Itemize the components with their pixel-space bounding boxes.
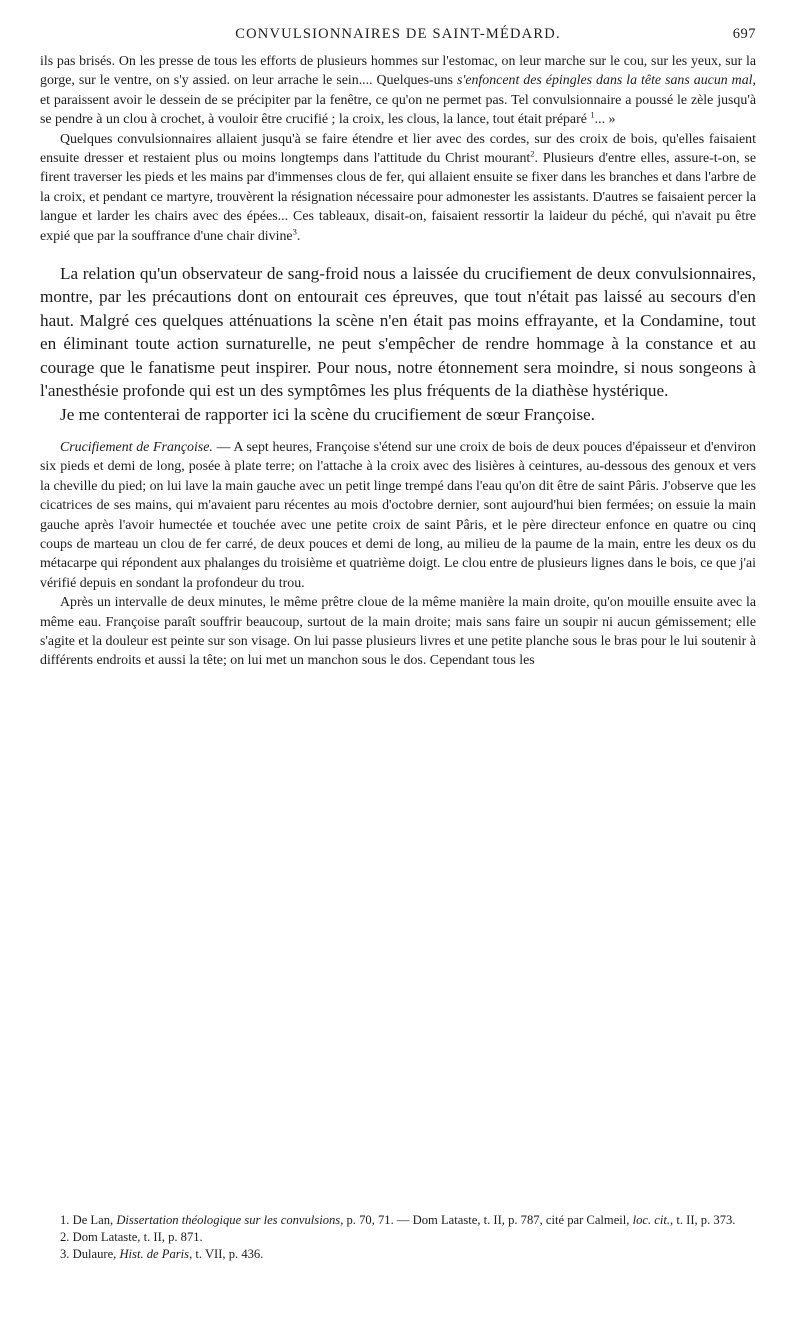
text-run: — A sept heures, Françoise s'étend sur une croix de bois de deux pouces d'épaisseur et d'environ six pieds et demi de long, posée à plate terre; on l'attache à la croix avec des lisières à ceintures, au-dessous des genoux et vers la cheville du pied; on lui lave la main gauche avec un petit linge trempé dans l'eau qu'on dit être de saint Pâris. J'observe que les cicatrices de ses mains, qui m'avaient paru récentes au mois d'octobre dernier, sont aujourd'hui bien fermées; on essuie la main gauche après l'avoir humectée et touchée avec une petite croix de saint Pâris, et le père directeur enfonce en quatre ou cinq coups de marteau un clou de fer carré, de deux pouces et demi de long, au milieu de la paume de la main, entre les deux os du métacarpe qui répondent aux phalanges du troisième et quatrième doigt. Le clou entre de plusieurs lignes dans le bois, ce que j'ai vérifié depuis en sondant la profondeur du trou. <box>40 439 756 591</box>
citation-abbrev: loc. cit. <box>632 1213 671 1227</box>
paragraph-relation: La relation qu'un observateur de sang-froid nous a laissée du crucifiement de deux convulsionnaires, montre, par les précautions dont on entourait ces épreuves, que tout n'était pas laissé au secours d'en haut. Malgré ces quelques atténuations la scène n'en était pas moins effrayante, et la Condamine, tout en éliminant toute action surnaturelle, ne peut s'empêcher de rendre hommage à la constance et au courage que le fanatisme peut inspirer. Pour nous, notre étonnement sera moindre, si nous songeons à l'anesthésie profonde qui est un des symptômes les plus fréquents de la diathèse hystérique. <box>40 264 756 401</box>
text-run: , et paraissent avoir le dessein de se précipiter par la fenêtre, ce qu'on ne permet pas. Tel convulsionnaire a poussé le zèle jusqu'à se pendre à un clou à crochet, à vouloir être crucifié ; la croix, les clous, la lance, tout était préparé <box>40 73 757 128</box>
text-run: . <box>296 228 301 244</box>
text-run: , t. VII, p. 436. <box>189 1247 264 1262</box>
text-run: , p. 70, 71. — Dom Lataste, t. II, p. 787, cité par Calmeil, <box>340 1213 633 1227</box>
citation-title: Hist. de Paris <box>119 1247 190 1262</box>
quotation-block <box>40 52 756 246</box>
paragraph-right-hand: Après un intervalle de deux minutes, le même prêtre cloue de la même manière la main droite, qu'on mouille ensuite avec la même eau. Françoise paraît souffrir beaucoup, surtout de la main droite; mais sans faire un soupir ni aucun gémissement; elle s'agite et la douleur est peinte sur son visage. On lui passe plusieurs livres et une petite planche sous le bras pour le lui soutenir à différents endroits et aussi la tête; on lui met un manchon sous le dos. Cependant tous les <box>40 595 756 669</box>
text-run: ... » <box>594 112 616 128</box>
footnotes <box>40 1212 756 1264</box>
text-run: 1. De Lan, <box>60 1213 117 1227</box>
account-block <box>40 438 756 671</box>
paragraph-quote <box>40 52 756 130</box>
paragraph-crucifiement <box>40 438 756 593</box>
text-run: Quelques convulsionnaires allaient jusqu'à se faire étendre et lier avec des cordes, sur des croix de bois, qu'elles faisaient ensuite dresser et restaient plus ou moins longtemps dans l'attitude du Christ mourant <box>40 131 756 167</box>
text-run: . Plusieurs d'entre elles, assure-t-on, se firent traverser les pieds et les mains par d'immenses clous de fer, qui allaient ensuite se fixer dans les branches et dans l'arbre de la croix, et pendant ce martyre, trouvèrent la résignation nécessaire pour admonester les assistants. D'autres se faisaient percer la langue et larder les chairs avec des épées... Ces tableaux, disait-on, faisaient ressortir la laideur du péché, qui n'avait pu être expié que par la souffrance d'une chair divine <box>40 151 757 244</box>
text-run: , t. II, p. 373. <box>670 1213 736 1227</box>
running-head <box>40 26 756 43</box>
italic-emphasis: s'enfoncent des épingles dans la tête sans aucun mal <box>456 73 753 89</box>
footnote-2: 2. Dom Lataste, t. II, p. 871. <box>60 1230 203 1245</box>
footnote-ref-3[interactable]: 3 <box>292 226 297 237</box>
footnote-1 <box>40 1212 756 1229</box>
running-title: CONVULSIONNAIRES DE SAINT-MÉDARD. <box>235 26 561 42</box>
paragraph-intro-francoise: Je me contenterai de rapporter ici la scène du crucifiement de sœur Françoise. <box>60 404 595 424</box>
footnote-ref-1[interactable]: 1 <box>590 109 595 120</box>
page-number: 697 <box>732 26 756 42</box>
body-text <box>40 52 756 671</box>
text-run: 3. Dulaure, <box>60 1247 120 1262</box>
citation-title: Dissertation théologique sur les convulsions <box>116 1213 341 1227</box>
text-run: ils pas brisés. On les presse de tous les efforts de plusieurs hommes sur l'estomac, on leur marche sur le cou, sur les yeux, sur la gorge, sur le ventre, on s'y assied. on leur arrache le sein.... Quelques-uns <box>40 54 756 89</box>
main-text-block <box>40 262 756 426</box>
paragraph-crosses <box>40 130 756 246</box>
section-heading: Crucifiement de Françoise. <box>60 439 213 455</box>
footnote-3 <box>40 1246 756 1263</box>
footnote-ref-2[interactable]: 2 <box>530 148 535 159</box>
